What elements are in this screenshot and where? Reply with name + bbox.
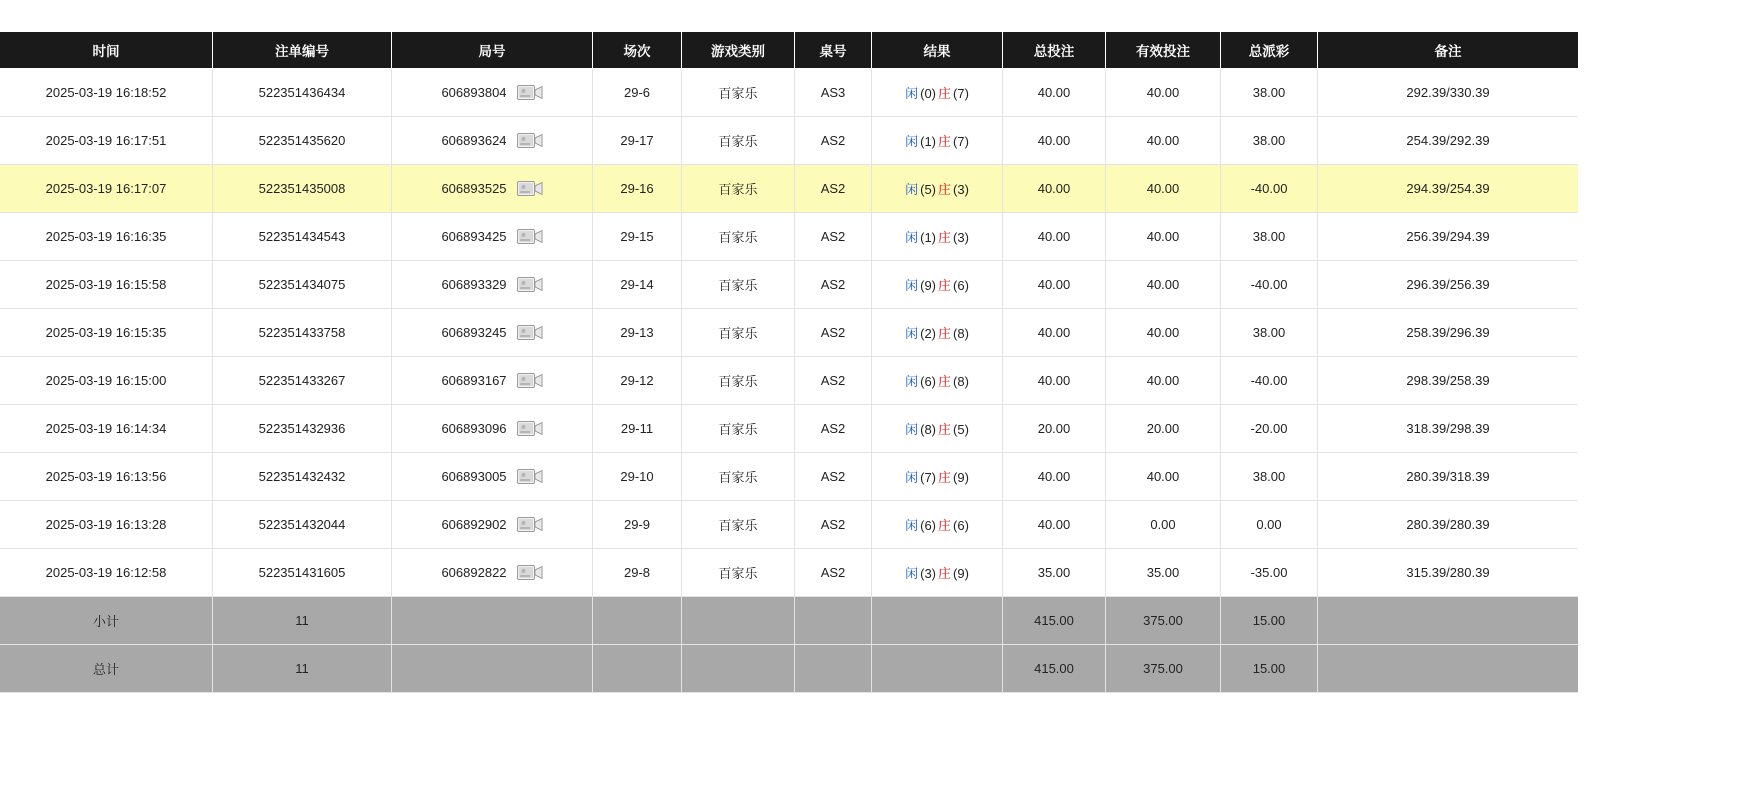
column-header-note[interactable]: 备注: [1318, 32, 1579, 69]
table-row[interactable]: [0, 501, 1578, 549]
cell-game-type: 百家乐: [682, 165, 795, 213]
cell-total-bet: 40.00: [1003, 69, 1106, 117]
summary-blank-round: [392, 597, 593, 645]
round-no-text: 606893245: [441, 325, 507, 340]
summary-blank-result: [872, 597, 1003, 645]
summary-blank-table-no: [795, 645, 872, 693]
cell-time: 2025-03-19 16:16:35: [0, 213, 213, 261]
cell-result: [872, 405, 1003, 453]
result-idle-value: (1): [920, 230, 936, 245]
cell-round-no: [392, 165, 593, 213]
cell-session: 29-9: [593, 501, 682, 549]
cell-table-no: AS2: [795, 405, 872, 453]
cell-table-no: AS2: [795, 261, 872, 309]
cell-order-no: 522351433267: [213, 357, 392, 405]
result-idle-label: 闲: [905, 422, 919, 437]
result-idle-value: (7): [920, 470, 936, 485]
result-idle-value: (8): [920, 422, 936, 437]
cell-result: [872, 261, 1003, 309]
cell-valid-bet: 35.00: [1106, 549, 1221, 597]
cell-time: 2025-03-19 16:17:51: [0, 117, 213, 165]
cell-total-bet: 20.00: [1003, 405, 1106, 453]
result-idle-value: (0): [920, 86, 936, 101]
result-idle-value: (1): [920, 134, 936, 149]
cell-session: 29-16: [593, 165, 682, 213]
cell-round-no: [392, 405, 593, 453]
video-replay-icon[interactable]: [517, 371, 543, 391]
result-idle-value: (2): [920, 326, 936, 341]
cell-order-no: 522351435620: [213, 117, 392, 165]
summary-total-bet: 415.00: [1003, 645, 1106, 693]
result-banker-label: 庄: [938, 374, 952, 389]
result-idle-value: (9): [920, 278, 936, 293]
round-no-text: 606893525: [441, 181, 507, 196]
round-no-text: 606893425: [441, 229, 507, 244]
result-banker-label: 庄: [938, 566, 952, 581]
cell-session: 29-11: [593, 405, 682, 453]
result-banker-value: (3): [953, 182, 969, 197]
cell-payout: -35.00: [1221, 549, 1318, 597]
result-idle-value: (6): [920, 518, 936, 533]
cell-payout: -40.00: [1221, 165, 1318, 213]
video-replay-icon[interactable]: [517, 275, 543, 295]
round-no-text: 606893804: [441, 85, 507, 100]
bet-history-table: [0, 32, 1578, 693]
cell-time: 2025-03-19 16:15:00: [0, 357, 213, 405]
column-header-total-bet[interactable]: 总投注: [1003, 32, 1106, 69]
video-replay-icon[interactable]: [517, 467, 543, 487]
cell-note: 298.39/258.39: [1318, 357, 1579, 405]
cell-valid-bet: 40.00: [1106, 69, 1221, 117]
cell-round-no: [392, 117, 593, 165]
cell-payout: 38.00: [1221, 213, 1318, 261]
cell-game-type: 百家乐: [682, 405, 795, 453]
cell-table-no: AS2: [795, 117, 872, 165]
cell-payout: 38.00: [1221, 117, 1318, 165]
table-row[interactable]: [0, 261, 1578, 309]
cell-game-type: 百家乐: [682, 453, 795, 501]
result-idle-label: 闲: [905, 230, 919, 245]
result-idle-label: 闲: [905, 470, 919, 485]
round-no-text: 606892822: [441, 565, 507, 580]
result-idle-label: 闲: [905, 326, 919, 341]
result-idle-value: (5): [920, 182, 936, 197]
cell-session: 29-12: [593, 357, 682, 405]
cell-valid-bet: 40.00: [1106, 261, 1221, 309]
summary-blank-note: [1318, 645, 1579, 693]
summary-blank-result: [872, 645, 1003, 693]
round-no-text: 606893005: [441, 469, 507, 484]
cell-note: 280.39/318.39: [1318, 453, 1579, 501]
result-idle-label: 闲: [905, 86, 919, 101]
column-header-result[interactable]: 结果: [872, 32, 1003, 69]
table-header-row: [0, 32, 1578, 69]
cell-order-no: 522351434543: [213, 213, 392, 261]
round-no-text: 606893329: [441, 277, 507, 292]
result-banker-value: (8): [953, 374, 969, 389]
result-idle-value: (6): [920, 374, 936, 389]
cell-total-bet: 40.00: [1003, 261, 1106, 309]
result-banker-label: 庄: [938, 230, 952, 245]
result-banker-label: 庄: [938, 326, 952, 341]
cell-round-no: [392, 69, 593, 117]
cell-session: 29-17: [593, 117, 682, 165]
cell-payout: 38.00: [1221, 69, 1318, 117]
result-banker-value: (9): [953, 470, 969, 485]
summary-blank-round: [392, 645, 593, 693]
cell-payout: 0.00: [1221, 501, 1318, 549]
result-banker-value: (6): [953, 518, 969, 533]
cell-note: 296.39/256.39: [1318, 261, 1579, 309]
cell-result: [872, 453, 1003, 501]
cell-game-type: 百家乐: [682, 549, 795, 597]
result-banker-label: 庄: [938, 422, 952, 437]
cell-table-no: AS2: [795, 213, 872, 261]
summary-row: [0, 597, 1578, 645]
cell-payout: -20.00: [1221, 405, 1318, 453]
table-row[interactable]: [0, 69, 1578, 117]
cell-result: [872, 117, 1003, 165]
video-replay-icon[interactable]: [517, 419, 543, 439]
table-row[interactable]: [0, 357, 1578, 405]
table-row[interactable]: [0, 549, 1578, 597]
cell-valid-bet: 40.00: [1106, 309, 1221, 357]
video-replay-icon[interactable]: [517, 515, 543, 535]
video-replay-icon[interactable]: [517, 179, 543, 199]
cell-valid-bet: 20.00: [1106, 405, 1221, 453]
column-header-round-no[interactable]: 局号: [392, 32, 593, 69]
result-banker-label: 庄: [938, 518, 952, 533]
table-row[interactable]: [0, 213, 1578, 261]
cell-game-type: 百家乐: [682, 261, 795, 309]
result-idle-label: 闲: [905, 566, 919, 581]
result-banker-value: (8): [953, 326, 969, 341]
cell-total-bet: 40.00: [1003, 453, 1106, 501]
cell-game-type: 百家乐: [682, 69, 795, 117]
result-banker-value: (7): [953, 86, 969, 101]
video-replay-icon[interactable]: [517, 131, 543, 151]
summary-valid-bet: 375.00: [1106, 597, 1221, 645]
cell-note: 258.39/296.39: [1318, 309, 1579, 357]
result-banker-value: (6): [953, 278, 969, 293]
cell-note: 280.39/280.39: [1318, 501, 1579, 549]
cell-time: 2025-03-19 16:13:28: [0, 501, 213, 549]
table-row[interactable]: [0, 165, 1578, 213]
cell-total-bet: 40.00: [1003, 117, 1106, 165]
result-idle-value: (3): [920, 566, 936, 581]
result-banker-label: 庄: [938, 86, 952, 101]
result-banker-value: (9): [953, 566, 969, 581]
cell-order-no: 522351434075: [213, 261, 392, 309]
cell-table-no: AS2: [795, 453, 872, 501]
cell-time: 2025-03-19 16:18:52: [0, 69, 213, 117]
result-idle-label: 闲: [905, 374, 919, 389]
cell-order-no: 522351432936: [213, 405, 392, 453]
cell-result: [872, 549, 1003, 597]
result-banker-label: 庄: [938, 182, 952, 197]
summary-total-bet: 415.00: [1003, 597, 1106, 645]
result-idle-label: 闲: [905, 518, 919, 533]
cell-valid-bet: 40.00: [1106, 213, 1221, 261]
summary-payout: 15.00: [1221, 597, 1318, 645]
cell-order-no: 522351432044: [213, 501, 392, 549]
cell-order-no: 522351431605: [213, 549, 392, 597]
summary-blank-note: [1318, 597, 1579, 645]
result-banker-value: (3): [953, 230, 969, 245]
summary-label: 总计: [0, 645, 213, 693]
cell-valid-bet: 40.00: [1106, 117, 1221, 165]
cell-time: 2025-03-19 16:14:34: [0, 405, 213, 453]
table-row[interactable]: [0, 405, 1578, 453]
table-row[interactable]: [0, 309, 1578, 357]
summary-count: 11: [213, 645, 392, 693]
cell-session: 29-6: [593, 69, 682, 117]
summary-blank-game-type: [682, 645, 795, 693]
round-no-text: 606892902: [441, 517, 507, 532]
cell-time: 2025-03-19 16:15:58: [0, 261, 213, 309]
cell-note: 254.39/292.39: [1318, 117, 1579, 165]
column-header-game-type[interactable]: 游戏类别: [682, 32, 795, 69]
cell-total-bet: 40.00: [1003, 165, 1106, 213]
cell-result: [872, 309, 1003, 357]
table-body: [0, 69, 1578, 693]
cell-result: [872, 357, 1003, 405]
cell-session: 29-13: [593, 309, 682, 357]
cell-total-bet: 40.00: [1003, 501, 1106, 549]
cell-table-no: AS2: [795, 501, 872, 549]
summary-row: [0, 645, 1578, 693]
cell-session: 29-14: [593, 261, 682, 309]
cell-payout: 38.00: [1221, 453, 1318, 501]
summary-payout: 15.00: [1221, 645, 1318, 693]
cell-payout: -40.00: [1221, 261, 1318, 309]
summary-count: 11: [213, 597, 392, 645]
column-header-table-no[interactable]: 桌号: [795, 32, 872, 69]
result-banker-value: (5): [953, 422, 969, 437]
column-header-time[interactable]: 时间: [0, 32, 213, 69]
cell-total-bet: 35.00: [1003, 549, 1106, 597]
cell-game-type: 百家乐: [682, 117, 795, 165]
column-header-session[interactable]: 场次: [593, 32, 682, 69]
result-idle-label: 闲: [905, 278, 919, 293]
result-idle-label: 闲: [905, 134, 919, 149]
cell-game-type: 百家乐: [682, 213, 795, 261]
cell-session: 29-10: [593, 453, 682, 501]
table-row[interactable]: [0, 453, 1578, 501]
round-no-text: 606893624: [441, 133, 507, 148]
summary-label: 小计: [0, 597, 213, 645]
cell-time: 2025-03-19 16:17:07: [0, 165, 213, 213]
cell-result: [872, 165, 1003, 213]
cell-valid-bet: 40.00: [1106, 165, 1221, 213]
cell-game-type: 百家乐: [682, 309, 795, 357]
cell-table-no: AS2: [795, 549, 872, 597]
cell-round-no: [392, 549, 593, 597]
cell-session: 29-15: [593, 213, 682, 261]
cell-result: [872, 501, 1003, 549]
cell-time: 2025-03-19 16:15:35: [0, 309, 213, 357]
cell-round-no: [392, 213, 593, 261]
result-banker-label: 庄: [938, 278, 952, 293]
result-banker-label: 庄: [938, 470, 952, 485]
cell-order-no: 522351433758: [213, 309, 392, 357]
cell-order-no: 522351432432: [213, 453, 392, 501]
cell-note: 315.39/280.39: [1318, 549, 1579, 597]
result-idle-label: 闲: [905, 182, 919, 197]
video-replay-icon[interactable]: [517, 83, 543, 103]
cell-valid-bet: 0.00: [1106, 501, 1221, 549]
cell-result: [872, 213, 1003, 261]
cell-round-no: [392, 309, 593, 357]
cell-note: 256.39/294.39: [1318, 213, 1579, 261]
cell-total-bet: 40.00: [1003, 309, 1106, 357]
cell-game-type: 百家乐: [682, 357, 795, 405]
table-row[interactable]: [0, 117, 1578, 165]
cell-result: [872, 69, 1003, 117]
cell-time: 2025-03-19 16:12:58: [0, 549, 213, 597]
cell-round-no: [392, 453, 593, 501]
cell-round-no: [392, 357, 593, 405]
summary-valid-bet: 375.00: [1106, 645, 1221, 693]
result-banker-value: (7): [953, 134, 969, 149]
summary-blank-table-no: [795, 597, 872, 645]
column-header-order-no[interactable]: 注单编号: [213, 32, 392, 69]
cell-time: 2025-03-19 16:13:56: [0, 453, 213, 501]
cell-payout: 38.00: [1221, 309, 1318, 357]
cell-round-no: [392, 261, 593, 309]
column-header-payout[interactable]: 总派彩: [1221, 32, 1318, 69]
cell-note: 292.39/330.39: [1318, 69, 1579, 117]
table-header: [0, 32, 1578, 69]
cell-total-bet: 40.00: [1003, 213, 1106, 261]
cell-game-type: 百家乐: [682, 501, 795, 549]
summary-blank-game-type: [682, 597, 795, 645]
cell-total-bet: 40.00: [1003, 357, 1106, 405]
cell-note: 294.39/254.39: [1318, 165, 1579, 213]
cell-table-no: AS2: [795, 357, 872, 405]
cell-note: 318.39/298.39: [1318, 405, 1579, 453]
round-no-text: 606893167: [441, 373, 507, 388]
cell-order-no: 522351436434: [213, 69, 392, 117]
summary-blank-session: [593, 645, 682, 693]
cell-table-no: AS3: [795, 69, 872, 117]
cell-order-no: 522351435008: [213, 165, 392, 213]
column-header-valid-bet[interactable]: 有效投注: [1106, 32, 1221, 69]
cell-session: 29-8: [593, 549, 682, 597]
cell-valid-bet: 40.00: [1106, 453, 1221, 501]
summary-blank-session: [593, 597, 682, 645]
cell-valid-bet: 40.00: [1106, 357, 1221, 405]
video-replay-icon[interactable]: [517, 323, 543, 343]
cell-table-no: AS2: [795, 309, 872, 357]
video-replay-icon[interactable]: [517, 563, 543, 583]
cell-round-no: [392, 501, 593, 549]
result-banker-label: 庄: [938, 134, 952, 149]
cell-table-no: AS2: [795, 165, 872, 213]
round-no-text: 606893096: [441, 421, 507, 436]
cell-payout: -40.00: [1221, 357, 1318, 405]
video-replay-icon[interactable]: [517, 227, 543, 247]
